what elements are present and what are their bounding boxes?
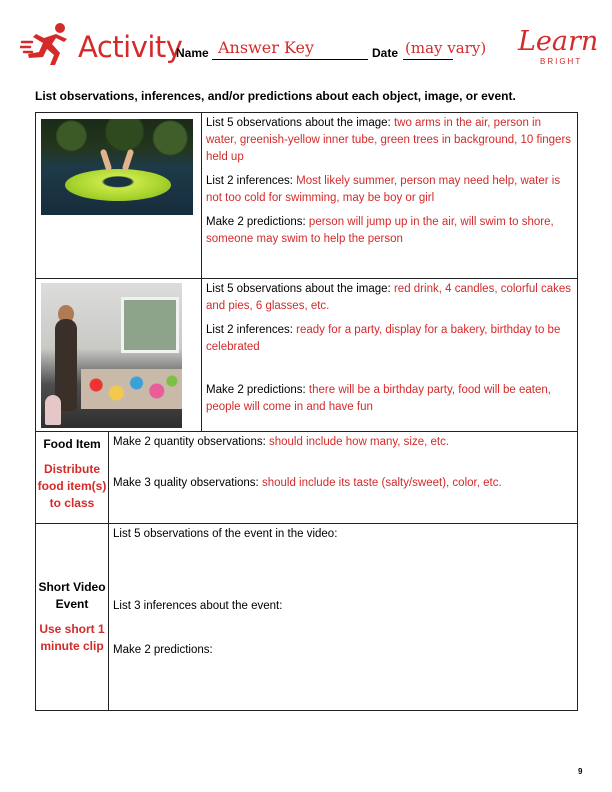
name-label: Name — [176, 46, 209, 60]
table-row — [36, 279, 578, 432]
quantity-prompt: Make 2 quantity observations: — [113, 436, 266, 448]
video-answers — [109, 524, 578, 711]
video-event-note: Use short 1 minute clip — [39, 622, 105, 653]
pred-answer: there will be a birthday party, food will be eaten, people will come in and have fun — [206, 384, 551, 413]
pred-prompt: Make 2 predictions: — [206, 384, 306, 396]
inf-answer: Most likely summer, person may need help, water is not too cold for swimming, may be boy or girl — [206, 175, 561, 204]
date-field[interactable] — [403, 59, 453, 60]
video-pred-prompt: Make 2 predictions: — [113, 644, 213, 656]
table-row — [36, 113, 578, 279]
video-obs-prompt: List 5 observations of the event in the video: — [113, 528, 338, 540]
page-number: 9 — [578, 767, 583, 776]
video-event-cell — [36, 524, 109, 711]
quality-answer: should include its taste (salty/sweet), color, etc. — [261, 477, 502, 489]
logo-sub: BRIGHT — [540, 57, 583, 66]
image2-answers — [202, 279, 578, 432]
date-value: (may vary) — [405, 39, 487, 57]
pred-answer: person will jump up in the air, will swim to shore, someone may swim to help the person — [206, 216, 554, 245]
logo-word: Learn — [518, 26, 599, 57]
swimmer-photo — [41, 119, 193, 215]
video-inf-prompt: List 3 inferences about the event: — [113, 600, 283, 612]
image-cell — [36, 113, 202, 279]
quantity-answer: should include how many, size, etc. — [268, 436, 450, 448]
food-answers — [109, 432, 578, 524]
activity-title: Activity — [78, 30, 183, 64]
video-event-label: Short Video Event — [38, 580, 106, 611]
food-item-cell — [36, 432, 109, 524]
image-cell — [36, 279, 202, 432]
party-photo — [41, 283, 182, 428]
quality-prompt: Make 3 quality observations: — [113, 477, 259, 489]
food-item-note: Distribute food item(s) to class — [37, 462, 107, 510]
learn-bright-logo — [518, 26, 599, 68]
table-row — [36, 432, 578, 524]
obs-prompt: List 5 observations about the image: — [206, 117, 391, 129]
inf-prompt: List 2 inferences: — [206, 324, 293, 336]
date-label: Date — [372, 46, 399, 60]
running-person-icon — [20, 22, 72, 66]
image1-answers — [202, 113, 578, 279]
obs-answer: two arms in the air, person in water, greenish-yellow inner tube, green trees in background, 10 fingers held up — [206, 117, 572, 163]
instructions: List observations, inferences, and/or predictions about each object, image, or event. — [35, 89, 516, 103]
inf-answer: ready for a party, display for a bakery, birthday to be celebrated — [206, 324, 561, 353]
name-field[interactable] — [212, 59, 368, 60]
inf-prompt: List 2 inferences: — [206, 175, 293, 187]
obs-prompt: List 5 observations about the image: — [206, 283, 391, 295]
pred-prompt: Make 2 predictions: — [206, 216, 306, 228]
food-item-label: Food Item — [43, 437, 101, 451]
obs-answer: red drink, 4 candles, colorful cakes and pies, 6 glasses, etc. — [206, 283, 572, 312]
name-value: Answer Key — [218, 38, 314, 57]
table-row — [36, 524, 578, 711]
activity-table — [35, 112, 578, 711]
